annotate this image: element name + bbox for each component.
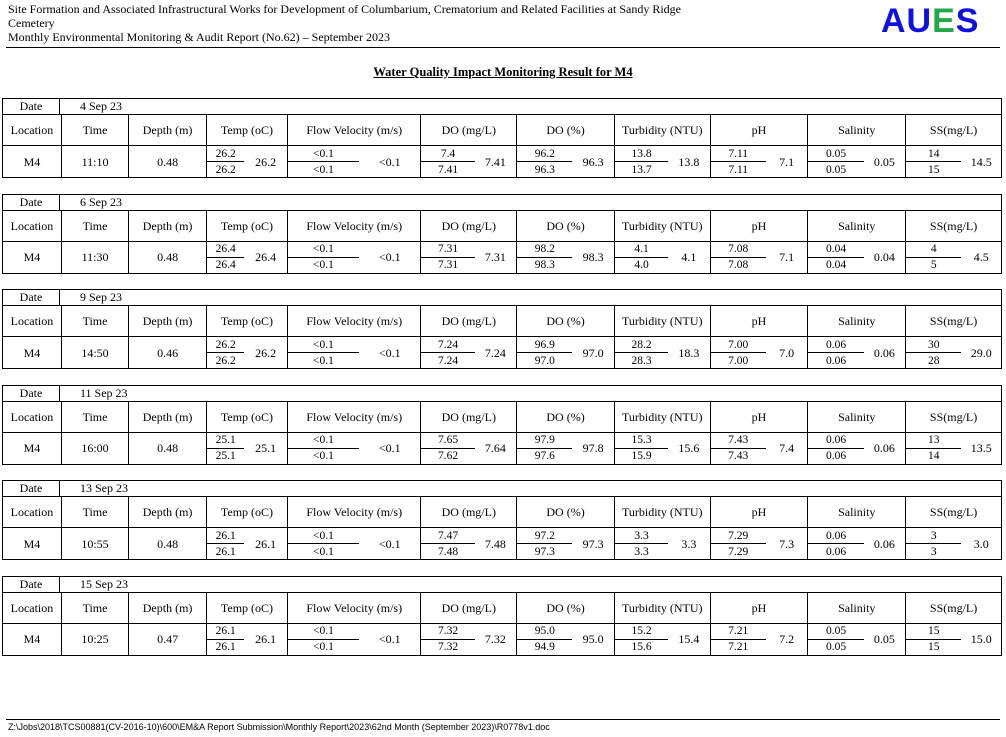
temp-reading-2: 26.4 [206,257,244,273]
results-table [2,305,1002,369]
header-row [3,497,1002,528]
flow-velocity-reading-2: <0.1 [287,544,359,560]
salinity-reading-2: 0.04 [808,257,864,273]
salinity-reading-1: 0.06 [808,528,864,544]
do-pct-reading-1: 96.2 [517,146,573,162]
ss-reading-2: 28 [906,353,962,369]
turbidity-reading-1: 15.3 [614,432,668,448]
salinity-average: 0.05 [864,146,906,178]
do-mgl-reading-1: 7.24 [421,337,475,353]
date-label: Date [3,481,60,496]
do-mgl-reading-2: 7.41 [421,162,475,178]
monitoring-results [2,98,1002,671]
do-mgl-reading-2: 7.32 [421,639,475,655]
location-cell: M4 [3,432,62,464]
do-pct-reading-2: 97.0 [517,353,573,369]
temp-reading-2: 25.1 [206,448,244,464]
col-header-ss: SS(mg/L) [906,401,1002,432]
ss-reading-2: 15 [906,639,962,655]
do-pct-reading-1: 97.9 [517,432,573,448]
do-pct-reading-1: 96.9 [517,337,573,353]
location-cell: M4 [3,337,62,369]
header-row [3,210,1002,241]
do-mgl-reading-1: 7.65 [421,432,475,448]
col-header-flow-velocity: Flow Velocity (m/s) [287,306,421,337]
salinity-reading-1: 0.05 [808,146,864,162]
monitoring-block [2,385,1002,465]
time-cell: 10:25 [61,623,128,655]
ss-reading-2: 3 [906,544,962,560]
temp-reading-1: 26.4 [206,241,244,257]
ss-reading-1: 15 [906,623,962,639]
ph-reading-2: 7.43 [710,448,766,464]
header-row [3,401,1002,432]
col-header-location: Location [3,497,62,528]
results-table [2,114,1002,178]
temp-reading-2: 26.1 [206,544,244,560]
turbidity-reading-2: 15.6 [614,639,668,655]
col-header-do-mgl: DO (mg/L) [421,306,517,337]
ss-average: 14.5 [961,146,1001,178]
ph-average: 7.1 [766,146,808,178]
col-header-temp: Temp (oC) [206,210,287,241]
turbidity-reading-1: 4.1 [614,241,668,257]
turbidity-reading-1: 15.2 [614,623,668,639]
turbidity-reading-2: 4.0 [614,257,668,273]
col-header-do-pct: DO (%) [517,306,615,337]
temp-average: 25.1 [244,432,287,464]
col-header-ph: pH [710,306,808,337]
turbidity-reading-2: 3.3 [614,544,668,560]
flow-velocity-reading-2: <0.1 [287,353,359,369]
time-cell: 11:10 [61,146,128,178]
do-pct-average: 96.3 [572,146,614,178]
flow-velocity-reading-2: <0.1 [287,257,359,273]
temp-reading-1: 26.2 [206,146,244,162]
col-header-flow-velocity: Flow Velocity (m/s) [287,592,421,623]
col-header-temp: Temp (oC) [206,592,287,623]
col-header-location: Location [3,306,62,337]
date-row [2,289,1002,305]
date-row [2,194,1002,210]
do-mgl-reading-1: 7.31 [421,241,475,257]
col-header-time: Time [61,306,128,337]
do-mgl-reading-1: 7.32 [421,623,475,639]
ss-reading-1: 14 [906,146,962,162]
col-header-location: Location [3,115,62,146]
table-row [3,241,1002,257]
col-header-turbidity: Turbidity (NTU) [614,497,710,528]
do-pct-average: 97.3 [572,528,614,560]
ph-reading-2: 7.29 [710,544,766,560]
ss-average: 3.0 [961,528,1001,560]
col-header-time: Time [61,497,128,528]
col-header-depth: Depth (m) [129,210,207,241]
col-header-turbidity: Turbidity (NTU) [614,401,710,432]
col-header-do-mgl: DO (mg/L) [421,401,517,432]
flow-velocity-reading-1: <0.1 [287,623,359,639]
depth-cell: 0.48 [129,432,207,464]
aues-logo [881,2,979,40]
results-table [2,592,1002,656]
salinity-average: 0.04 [864,241,906,273]
salinity-reading-2: 0.05 [808,162,864,178]
table-row [3,623,1002,639]
do-pct-reading-2: 96.3 [517,162,573,178]
header-row [3,306,1002,337]
col-header-turbidity: Turbidity (NTU) [614,306,710,337]
col-header-depth: Depth (m) [129,401,207,432]
flow-velocity-average: <0.1 [359,528,421,560]
do-pct-average: 98.3 [572,241,614,273]
salinity-average: 0.06 [864,432,906,464]
location-cell: M4 [3,146,62,178]
temp-average: 26.2 [244,146,287,178]
date-label: Date [3,290,60,305]
monitoring-block [2,98,1002,178]
logo-text-au: AU [881,2,933,40]
flow-velocity-reading-1: <0.1 [287,337,359,353]
results-table [2,401,1002,465]
salinity-reading-1: 0.04 [808,241,864,257]
header-line-1: Site Formation and Associated Infrastructural Works for Development of Columbarium, Crematorium and Related Facilities at Sandy Ridge [8,2,682,16]
col-header-flow-velocity: Flow Velocity (m/s) [287,210,421,241]
col-header-ph: pH [710,115,808,146]
salinity-reading-1: 0.05 [808,623,864,639]
ss-reading-1: 13 [906,432,962,448]
turbidity-average: 4.1 [668,241,710,273]
col-header-salinity: Salinity [808,210,906,241]
salinity-reading-1: 0.06 [808,432,864,448]
time-cell: 16:00 [61,432,128,464]
depth-cell: 0.48 [129,146,207,178]
col-header-ph: pH [710,592,808,623]
header-row [3,592,1002,623]
date-value: 4 Sep 23 [80,99,122,113]
col-header-ph: pH [710,401,808,432]
time-cell: 11:30 [61,241,128,273]
ph-average: 7.3 [766,528,808,560]
do-mgl-reading-1: 7.47 [421,528,475,544]
col-header-flow-velocity: Flow Velocity (m/s) [287,115,421,146]
col-header-depth: Depth (m) [129,497,207,528]
date-label: Date [3,195,60,210]
temp-reading-1: 26.1 [206,528,244,544]
file-path-footer: Z:\Jobs\2018\TCS00881(CV-2016-10)\600\EM&A Report Submission\Monthly Report\2023\62nd Month (September 2023)\R0778v1.doc [8,722,550,732]
ss-reading-1: 4 [906,241,962,257]
do-pct-reading-2: 97.6 [517,448,573,464]
temp-reading-1: 25.1 [206,432,244,448]
header-row [3,115,1002,146]
header-line-2: Cemetery [8,16,55,30]
do-pct-average: 97.8 [572,432,614,464]
page-title: Water Quality Impact Monitoring Result for M4 [373,65,633,79]
col-header-location: Location [3,592,62,623]
col-header-time: Time [61,592,128,623]
flow-velocity-reading-1: <0.1 [287,528,359,544]
flow-velocity-reading-1: <0.1 [287,241,359,257]
col-header-temp: Temp (oC) [206,497,287,528]
do-mgl-average: 7.32 [475,623,517,655]
date-value: 13 Sep 23 [80,481,128,495]
flow-velocity-reading-2: <0.1 [287,162,359,178]
turbidity-reading-2: 13.7 [614,162,668,178]
col-header-salinity: Salinity [808,115,906,146]
salinity-reading-2: 0.06 [808,448,864,464]
ph-reading-1: 7.08 [710,241,766,257]
document-header [8,2,868,44]
turbidity-reading-2: 15.9 [614,448,668,464]
ph-reading-2: 7.00 [710,353,766,369]
monitoring-block [2,576,1002,656]
ph-average: 7.1 [766,241,808,273]
ss-average: 4.5 [961,241,1001,273]
col-header-location: Location [3,210,62,241]
col-header-ss: SS(mg/L) [906,592,1002,623]
table-row [3,337,1002,353]
do-mgl-reading-2: 7.31 [421,257,475,273]
depth-cell: 0.48 [129,241,207,273]
salinity-average: 0.05 [864,623,906,655]
ph-reading-1: 7.29 [710,528,766,544]
date-row [2,576,1002,592]
col-header-ss: SS(mg/L) [906,115,1002,146]
do-pct-reading-2: 97.3 [517,544,573,560]
col-header-temp: Temp (oC) [206,306,287,337]
col-header-turbidity: Turbidity (NTU) [614,592,710,623]
ss-reading-1: 30 [906,337,962,353]
col-header-salinity: Salinity [808,497,906,528]
salinity-reading-2: 0.05 [808,639,864,655]
ss-reading-2: 5 [906,257,962,273]
logo-text-s: S [955,2,980,40]
col-header-do-pct: DO (%) [517,115,615,146]
ss-reading-1: 3 [906,528,962,544]
monitoring-block [2,289,1002,369]
col-header-turbidity: Turbidity (NTU) [614,115,710,146]
header-rule [6,47,1000,48]
ph-average: 7.2 [766,623,808,655]
do-pct-reading-2: 94.9 [517,639,573,655]
ph-reading-2: 7.11 [710,162,766,178]
salinity-average: 0.06 [864,528,906,560]
temp-average: 26.1 [244,623,287,655]
turbidity-average: 15.4 [668,623,710,655]
col-header-flow-velocity: Flow Velocity (m/s) [287,401,421,432]
turbidity-reading-1: 28.2 [614,337,668,353]
salinity-reading-1: 0.06 [808,337,864,353]
col-header-ph: pH [710,497,808,528]
ss-reading-2: 14 [906,448,962,464]
flow-velocity-average: <0.1 [359,432,421,464]
do-mgl-average: 7.41 [475,146,517,178]
ph-average: 7.0 [766,337,808,369]
do-mgl-average: 7.64 [475,432,517,464]
col-header-salinity: Salinity [808,592,906,623]
temp-average: 26.4 [244,241,287,273]
temp-reading-1: 26.2 [206,337,244,353]
ph-reading-2: 7.08 [710,257,766,273]
date-label: Date [3,577,60,592]
col-header-time: Time [61,210,128,241]
depth-cell: 0.47 [129,623,207,655]
date-label: Date [3,99,60,114]
col-header-do-pct: DO (%) [517,210,615,241]
col-header-depth: Depth (m) [129,306,207,337]
do-pct-reading-1: 95.0 [517,623,573,639]
date-row [2,480,1002,496]
col-header-depth: Depth (m) [129,592,207,623]
col-header-time: Time [61,115,128,146]
turbidity-reading-1: 3.3 [614,528,668,544]
salinity-reading-2: 0.06 [808,353,864,369]
date-row [2,385,1002,401]
ss-average: 15.0 [961,623,1001,655]
do-pct-reading-1: 97.2 [517,528,573,544]
col-header-depth: Depth (m) [129,115,207,146]
col-header-ss: SS(mg/L) [906,210,1002,241]
location-cell: M4 [3,241,62,273]
col-header-temp: Temp (oC) [206,401,287,432]
temp-average: 26.1 [244,528,287,560]
temp-reading-2: 26.2 [206,353,244,369]
ss-reading-2: 15 [906,162,962,178]
do-mgl-average: 7.48 [475,528,517,560]
footer-rule [6,719,1000,720]
col-header-temp: Temp (oC) [206,115,287,146]
turbidity-reading-2: 28.3 [614,353,668,369]
flow-velocity-reading-1: <0.1 [287,146,359,162]
ss-average: 29.0 [961,337,1001,369]
col-header-salinity: Salinity [808,401,906,432]
table-row [3,146,1002,162]
col-header-salinity: Salinity [808,306,906,337]
date-row [2,98,1002,114]
monitoring-block [2,480,1002,560]
results-table [2,496,1002,560]
col-header-do-mgl: DO (mg/L) [421,592,517,623]
flow-velocity-average: <0.1 [359,623,421,655]
location-cell: M4 [3,528,62,560]
flow-velocity-average: <0.1 [359,241,421,273]
depth-cell: 0.46 [129,337,207,369]
ph-reading-1: 7.00 [710,337,766,353]
do-pct-reading-2: 98.3 [517,257,573,273]
salinity-average: 0.06 [864,337,906,369]
do-mgl-average: 7.31 [475,241,517,273]
do-pct-average: 95.0 [572,623,614,655]
ph-reading-1: 7.11 [710,146,766,162]
col-header-time: Time [61,401,128,432]
salinity-reading-2: 0.06 [808,544,864,560]
do-mgl-average: 7.24 [475,337,517,369]
col-header-do-mgl: DO (mg/L) [421,497,517,528]
temp-average: 26.2 [244,337,287,369]
temp-reading-2: 26.2 [206,162,244,178]
do-mgl-reading-2: 7.24 [421,353,475,369]
col-header-ss: SS(mg/L) [906,497,1002,528]
monitoring-block [2,194,1002,274]
table-row [3,432,1002,448]
ss-average: 13.5 [961,432,1001,464]
date-label: Date [3,386,60,401]
col-header-do-mgl: DO (mg/L) [421,210,517,241]
logo-text-e: E [932,2,956,40]
temp-reading-2: 26.1 [206,639,244,655]
turbidity-average: 13.8 [668,146,710,178]
time-cell: 14:50 [61,337,128,369]
location-cell: M4 [3,623,62,655]
col-header-ss: SS(mg/L) [906,306,1002,337]
results-table [2,210,1002,274]
date-value: 6 Sep 23 [80,194,122,209]
do-pct-average: 97.0 [572,337,614,369]
date-value: 9 Sep 23 [80,290,122,304]
col-header-turbidity: Turbidity (NTU) [614,210,710,241]
ph-reading-2: 7.21 [710,639,766,655]
ph-reading-1: 7.21 [710,623,766,639]
date-value: 15 Sep 23 [80,576,128,591]
ph-reading-1: 7.43 [710,432,766,448]
turbidity-average: 3.3 [668,528,710,560]
col-header-do-pct: DO (%) [517,497,615,528]
flow-velocity-average: <0.1 [359,146,421,178]
date-value: 11 Sep 23 [80,385,128,400]
do-mgl-reading-2: 7.48 [421,544,475,560]
col-header-do-pct: DO (%) [517,401,615,432]
turbidity-average: 15.6 [668,432,710,464]
flow-velocity-reading-2: <0.1 [287,448,359,464]
col-header-do-mgl: DO (mg/L) [421,115,517,146]
flow-velocity-reading-1: <0.1 [287,432,359,448]
turbidity-average: 18.3 [668,337,710,369]
ph-average: 7.4 [766,432,808,464]
col-header-ph: pH [710,210,808,241]
do-mgl-reading-1: 7.4 [421,146,475,162]
time-cell: 10:55 [61,528,128,560]
table-row [3,528,1002,544]
depth-cell: 0.48 [129,528,207,560]
do-mgl-reading-2: 7.62 [421,448,475,464]
col-header-flow-velocity: Flow Velocity (m/s) [287,497,421,528]
turbidity-reading-1: 13.8 [614,146,668,162]
col-header-do-pct: DO (%) [517,592,615,623]
header-line-3: Monthly Environmental Monitoring & Audit Report (No.62) – September 2023 [8,30,390,44]
flow-velocity-average: <0.1 [359,337,421,369]
flow-velocity-reading-2: <0.1 [287,639,359,655]
temp-reading-1: 26.1 [206,623,244,639]
col-header-location: Location [3,401,62,432]
do-pct-reading-1: 98.2 [517,241,573,257]
